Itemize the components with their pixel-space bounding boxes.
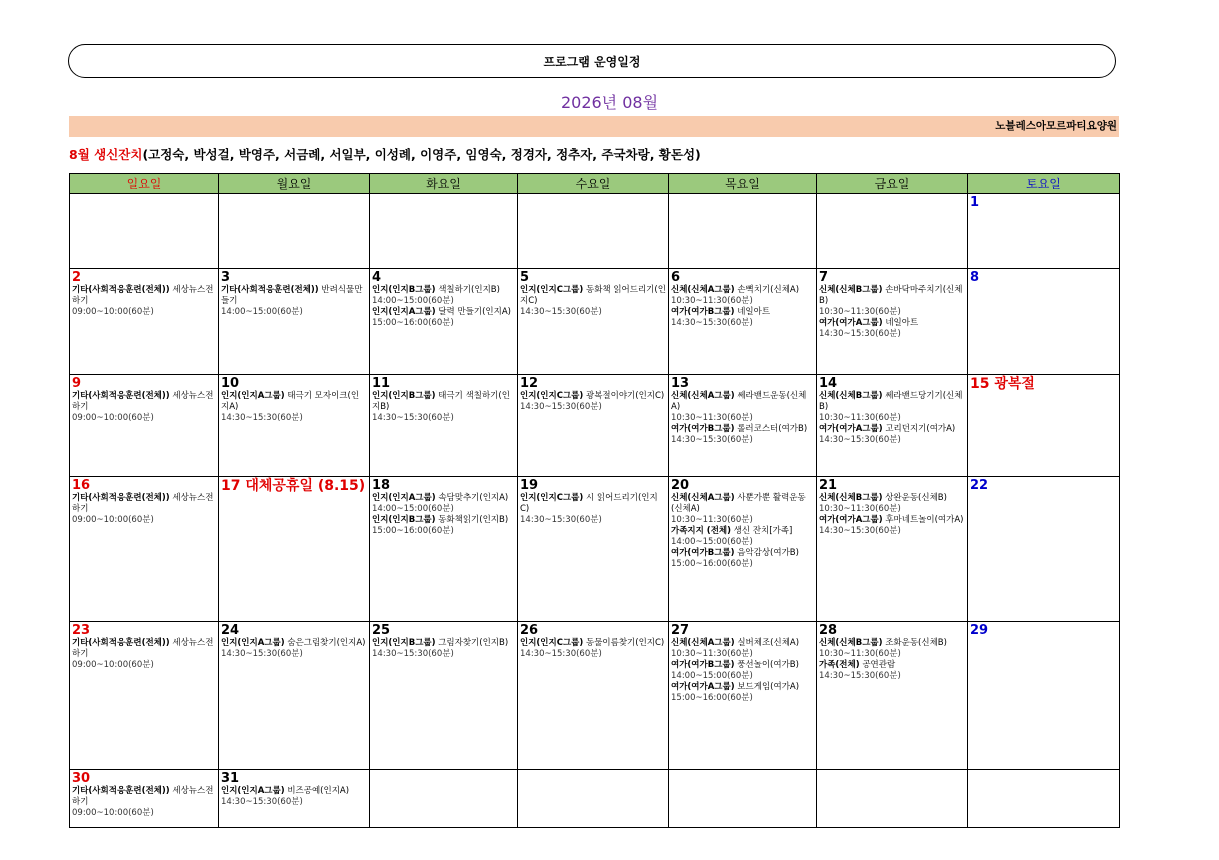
event-time: 14:30~15:30(60분): [221, 649, 303, 659]
day-number: 29: [970, 623, 989, 638]
day-cell: [70, 269, 219, 375]
event-time: 14:30~15:30(60분): [819, 526, 901, 536]
event-category: 신체(신체A그룹): [671, 638, 735, 648]
program-event: [819, 285, 965, 318]
event-time: 14:30~15:30(60분): [520, 307, 602, 317]
day-cell: [669, 622, 817, 770]
day-cell: [518, 477, 669, 622]
day-number: 21: [819, 478, 838, 493]
week-row: [70, 269, 1120, 375]
day-cell: [817, 269, 968, 375]
event-category: 신체(신체A그룹): [671, 285, 735, 295]
event-category: 여가(여가A그룹): [671, 682, 735, 692]
event-category: 인지(인지C그룹): [520, 391, 584, 401]
event-category: 여가(여가B그룹): [671, 424, 735, 434]
program-event: [372, 285, 515, 307]
program-event: [671, 285, 814, 307]
day-number: 2: [72, 270, 82, 285]
day-number: 22: [970, 478, 989, 493]
day-cell: [370, 194, 518, 269]
week-row: [70, 622, 1120, 770]
event-category: 인지(인지B그룹): [372, 638, 436, 648]
event-title: 쎄라밴드당기기(신체B): [819, 391, 963, 412]
event-title: 손바닥마주치기(신체B): [819, 285, 963, 306]
event-title: 세상뉴스전하기: [72, 391, 214, 412]
event-time: 15:00~16:00(60분): [671, 559, 753, 569]
event-category: 인지(인지A그룹): [372, 307, 436, 317]
event-title: 동화책읽기(인지B): [435, 515, 509, 525]
day-cell: [817, 477, 968, 622]
day-cell: [219, 622, 370, 770]
event-category: 신체(신체B그룹): [819, 285, 883, 295]
event-title: 세상뉴스전하기: [72, 638, 214, 659]
day-cell: [370, 770, 518, 828]
event-time: 14:00~15:00(60분): [221, 307, 303, 317]
event-title: 공연관람: [859, 660, 896, 670]
event-time: 10:30~11:30(60분): [819, 413, 901, 423]
day-number: 4: [372, 270, 382, 285]
program-event: [671, 660, 814, 682]
event-time: 09:00~10:00(60분): [72, 307, 154, 317]
event-time: 14:30~15:30(60분): [221, 413, 303, 423]
program-event: [819, 424, 965, 446]
day-cell: [968, 194, 1120, 269]
program-event: [671, 424, 814, 446]
program-event: [72, 391, 216, 424]
program-event: [72, 786, 216, 819]
event-title: 속담맞추기(인지A): [435, 493, 509, 503]
event-time: 10:30~11:30(60분): [819, 504, 901, 514]
day-cell: [219, 770, 370, 828]
event-title: 고리던지기(여가A): [882, 424, 956, 434]
event-title: 손뼉치기(신체A): [734, 285, 800, 295]
week-row: [70, 770, 1120, 828]
day-cell: [817, 622, 968, 770]
day-number: 26: [520, 623, 539, 638]
calendar-table: [69, 173, 1120, 828]
event-title: 상완운동(신체B): [882, 493, 947, 503]
event-time: 14:30~15:30(60분): [520, 649, 602, 659]
event-time: 14:30~15:30(60분): [520, 515, 602, 525]
day-cell: [817, 194, 968, 269]
week-row: [70, 477, 1120, 622]
day-number: 20: [671, 478, 690, 493]
event-time: 14:00~15:00(60분): [671, 537, 753, 547]
day-number: 19: [520, 478, 539, 493]
event-time: 14:30~15:30(60분): [520, 402, 602, 412]
birthday-names: (고정숙, 박성걸, 박영주, 서금례, 서일부, 이성례, 이영주, 임영숙, 정경자, 정추자, 주국차랑, 황돈성): [142, 147, 701, 162]
program-event: [671, 638, 814, 660]
day-cell: [370, 269, 518, 375]
event-time: 09:00~10:00(60분): [72, 515, 154, 525]
birthday-line: [69, 145, 701, 163]
day-cell: [70, 477, 219, 622]
day-number: 12: [520, 376, 539, 391]
event-time: 14:00~15:00(60분): [372, 296, 454, 306]
program-event: [221, 786, 367, 808]
program-event: [221, 285, 367, 318]
holiday-label: 17 대체공휴일 (8.15): [221, 478, 366, 494]
program-event: [372, 493, 515, 515]
day-cell: [219, 269, 370, 375]
day-cell: [370, 622, 518, 770]
event-category: 여가(여가A그룹): [819, 424, 883, 434]
event-category: 기타(사회적응훈련(전체)): [221, 285, 319, 295]
event-title: 실버체조(신체A): [734, 638, 800, 648]
program-event: [72, 493, 216, 526]
event-time: 10:30~11:30(60분): [819, 649, 901, 659]
event-title: 세상뉴스전하기: [72, 493, 214, 514]
day-cell: [817, 375, 968, 477]
weekday-header-row: [70, 174, 1120, 194]
event-time: 10:30~11:30(60분): [671, 649, 753, 659]
event-category: 신체(신체B그룹): [819, 493, 883, 503]
event-time: 14:30~15:30(60분): [819, 329, 901, 339]
day-cell: [669, 194, 817, 269]
event-time: 14:30~15:30(60분): [671, 435, 753, 445]
event-time: 14:30~15:30(60분): [372, 649, 454, 659]
facility-name: 노블레스아모르파티요양원: [69, 116, 1119, 137]
day-number: 11: [372, 376, 391, 391]
day-number: 8: [970, 270, 980, 285]
program-event: [671, 682, 814, 704]
day-cell: [518, 269, 669, 375]
event-time: 15:00~16:00(60분): [671, 693, 753, 703]
day-cell: [219, 477, 370, 622]
program-event: [372, 307, 515, 329]
program-event: [372, 515, 515, 537]
event-category: 인지(인지B그룹): [372, 391, 436, 401]
day-cell: [70, 622, 219, 770]
day-cell: [817, 770, 968, 828]
day-cell: [669, 375, 817, 477]
day-cell: [70, 194, 219, 269]
event-category: 기타(사회적응훈련(전체)): [72, 285, 170, 295]
day-number: 24: [221, 623, 240, 638]
event-title: 네일아트: [734, 307, 771, 317]
event-title: 반려식물만들기: [221, 285, 363, 306]
event-time: 14:30~15:30(60분): [372, 413, 454, 423]
event-category: 기타(사회적응훈련(전체)): [72, 786, 170, 796]
event-category: 인지(인지A그룹): [221, 391, 285, 401]
event-title: 사뿐가뿐 활력운동(신체A): [671, 493, 806, 514]
day-number: 6: [671, 270, 681, 285]
day-cell: [370, 477, 518, 622]
event-time: 10:30~11:30(60분): [671, 296, 753, 306]
day-cell: [518, 375, 669, 477]
event-title: 조화운동(신체B): [882, 638, 947, 648]
day-cell: [70, 770, 219, 828]
weekday-monday: 월요일: [219, 174, 370, 194]
event-category: 신체(신체B그룹): [819, 638, 883, 648]
day-cell: [370, 375, 518, 477]
day-cell: [669, 770, 817, 828]
day-number: 14: [819, 376, 838, 391]
event-time: 09:00~10:00(60분): [72, 413, 154, 423]
program-event: [819, 515, 965, 537]
event-title: 그림자찾기(인지B): [435, 638, 509, 648]
day-cell: [518, 194, 669, 269]
weekday-thursday: 목요일: [669, 174, 817, 194]
event-title: 색칠하기(인지B): [435, 285, 500, 295]
weekday-tuesday: 화요일: [370, 174, 518, 194]
event-time: 10:30~11:30(60분): [671, 413, 753, 423]
calendar-body: [70, 194, 1120, 828]
event-category: 인지(인지B그룹): [372, 515, 436, 525]
event-time: 14:00~15:00(60분): [671, 671, 753, 681]
program-event: [671, 493, 814, 526]
event-category: 여가(여가B그룹): [671, 660, 735, 670]
event-time: 14:30~15:30(60분): [819, 435, 901, 445]
event-title: 후마네트놀이(여가A): [882, 515, 964, 525]
day-cell: [968, 622, 1120, 770]
event-time: 15:00~16:00(60분): [372, 318, 454, 328]
event-category: 여가(여가A그룹): [819, 318, 883, 328]
program-event: [671, 526, 814, 548]
event-time: 10:30~11:30(60분): [671, 515, 753, 525]
event-category: 기타(사회적응훈련(전체)): [72, 493, 170, 503]
program-event: [221, 391, 367, 424]
day-number: 7: [819, 270, 829, 285]
day-number: 30: [72, 771, 91, 786]
day-number: 1: [970, 195, 980, 210]
event-title: 보드게임(여가A): [734, 682, 800, 692]
program-event: [520, 493, 666, 526]
event-title: 태극기 모자이크(인지A): [221, 391, 360, 412]
program-event: [671, 548, 814, 570]
day-cell: [669, 477, 817, 622]
event-time: 14:00~15:00(60분): [372, 504, 454, 514]
day-cell: [518, 622, 669, 770]
event-category: 인지(인지C그룹): [520, 285, 584, 295]
page-title: 프로그램 운영일정: [68, 44, 1116, 78]
event-time: 09:00~10:00(60분): [72, 808, 154, 818]
event-title: 시 읽어드리기(인지C): [520, 493, 658, 514]
program-event: [819, 493, 965, 515]
day-cell: [968, 477, 1120, 622]
weekday-wednesday: 수요일: [518, 174, 669, 194]
day-number: 25: [372, 623, 391, 638]
program-event: [372, 391, 515, 424]
week-row: [70, 194, 1120, 269]
event-title: 동물이름찾기(인지C): [583, 638, 665, 648]
program-event: [221, 638, 367, 660]
event-category: 인지(인지A그룹): [221, 638, 285, 648]
event-title: 세상뉴스전하기: [72, 285, 214, 306]
program-event: [819, 391, 965, 424]
event-time: 09:00~10:00(60분): [72, 660, 154, 670]
program-event: [72, 285, 216, 318]
month-heading: 2026년 08월: [560, 93, 659, 112]
week-row: [70, 375, 1120, 477]
event-category: 여가(여가B그룹): [671, 548, 735, 558]
day-cell: [219, 194, 370, 269]
event-time: 14:30~15:30(60분): [819, 671, 901, 681]
event-category: 기타(사회적응훈련(전체)): [72, 391, 170, 401]
event-title: 세상뉴스전하기: [72, 786, 214, 807]
program-event: [372, 638, 515, 660]
event-category: 인지(인지B그룹): [372, 285, 436, 295]
event-time: 15:00~16:00(60분): [372, 526, 454, 536]
event-title: 음악감상(여가B): [734, 548, 799, 558]
day-cell: [968, 375, 1120, 477]
day-cell: [219, 375, 370, 477]
event-title: 숨은그림찾기(인지A): [284, 638, 366, 648]
event-title: 동화책 읽어드리기(인지C): [520, 285, 666, 306]
day-number: 23: [72, 623, 91, 638]
event-category: 인지(인지C그룹): [520, 638, 584, 648]
event-time: 10:30~11:30(60분): [819, 307, 901, 317]
event-category: 인지(인지C그룹): [520, 493, 584, 503]
day-number: 9: [72, 376, 82, 391]
day-number: 13: [671, 376, 690, 391]
event-time: 14:30~15:30(60분): [671, 318, 753, 328]
weekday-friday: 금요일: [817, 174, 968, 194]
event-title: 태극기 색칠하기(인지B): [372, 391, 510, 412]
program-event: [520, 391, 666, 413]
day-number: 5: [520, 270, 530, 285]
event-title: 쎄라밴드운동(신체A): [671, 391, 807, 412]
weekday-saturday: 토요일: [968, 174, 1120, 194]
day-cell: [669, 269, 817, 375]
event-title: 네일아트: [882, 318, 919, 328]
program-event: [520, 285, 666, 318]
event-category: 신체(신체B그룹): [819, 391, 883, 401]
day-number: 28: [819, 623, 838, 638]
event-category: 여가(여가B그룹): [671, 307, 735, 317]
event-category: 신체(신체A그룹): [671, 391, 735, 401]
event-title: 롤러코스터(여가B): [734, 424, 808, 434]
event-title: 광복절이야기(인지C): [583, 391, 665, 401]
program-event: [819, 318, 965, 340]
day-number: 3: [221, 270, 231, 285]
day-number: 10: [221, 376, 240, 391]
program-event: [819, 660, 965, 682]
event-category: 신체(신체A그룹): [671, 493, 735, 503]
day-cell: [70, 375, 219, 477]
birthday-label: 8월 생신잔치: [69, 147, 143, 162]
event-category: 인지(인지A그룹): [372, 493, 436, 503]
day-number: 31: [221, 771, 240, 786]
program-event: [819, 638, 965, 660]
program-event: [671, 307, 814, 329]
event-title: 생신 잔치[가족]: [731, 526, 793, 536]
day-number: 27: [671, 623, 690, 638]
event-title: 풍선놀이(여가B): [734, 660, 799, 670]
event-title: 비즈공예(인지A): [284, 786, 350, 796]
event-category: 여가(여가A그룹): [819, 515, 883, 525]
program-event: [72, 638, 216, 671]
day-number: 18: [372, 478, 391, 493]
day-cell: [968, 770, 1120, 828]
program-event: [671, 391, 814, 424]
event-category: 가족(전체): [819, 660, 860, 670]
program-event: [520, 638, 666, 660]
event-category: 가족지지 (전체): [671, 526, 731, 536]
day-number: 16: [72, 478, 91, 493]
day-cell: [968, 269, 1120, 375]
event-category: 기타(사회적응훈련(전체)): [72, 638, 170, 648]
weekday-sunday: 일요일: [70, 174, 219, 194]
event-time: 14:30~15:30(60분): [221, 797, 303, 807]
event-category: 인지(인지A그룹): [221, 786, 285, 796]
event-title: 달력 만들기(인지A): [435, 307, 511, 317]
day-cell: [518, 770, 669, 828]
holiday-label: 15 광복절: [970, 376, 1035, 392]
